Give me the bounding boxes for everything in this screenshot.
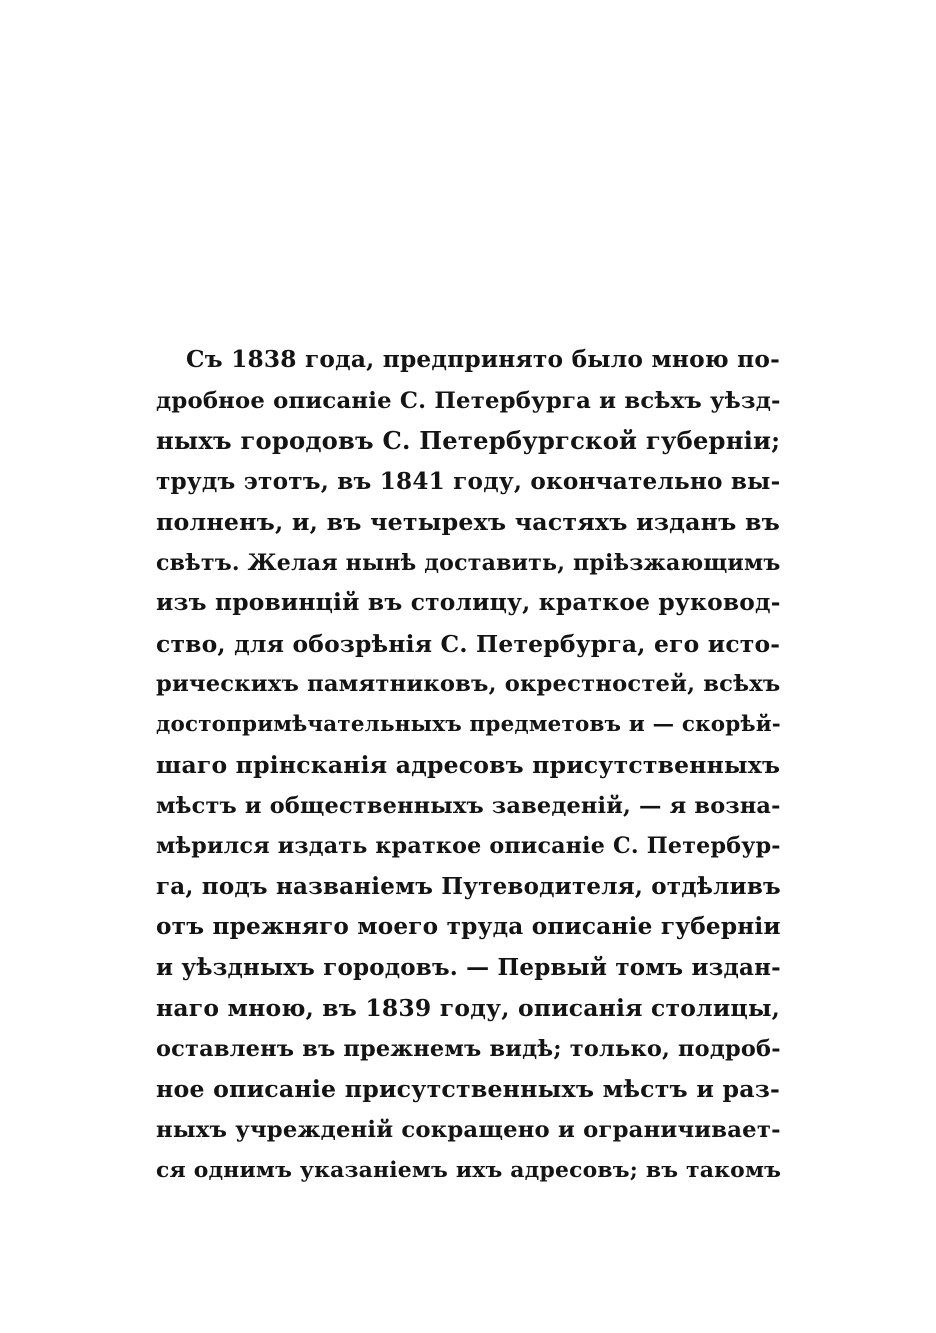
text-line: ство, для обозрѣнія С. Петербурга, его исто-: [156, 629, 781, 658]
text-line: рическихъ памятниковъ, окрестностей, всѣхъ: [156, 671, 781, 697]
text-line: ное описаніе присутственныхъ мѣстъ и раз-: [156, 1075, 780, 1103]
text-line: дробное описаніе С. Петербурга и всѣхъ уѣзд-: [156, 387, 781, 414]
text-line: шаго прінсканія адресовъ присутственныхъ: [156, 751, 781, 779]
text-line: свѣтъ. Желая нынѣ доставить, пріѣзжающимъ: [156, 549, 781, 576]
text-line: наго мною, въ 1839 году, описанія столицы,: [156, 994, 781, 1022]
text-line: трудъ этотъ, въ 1841 году, окончательно вы-: [156, 467, 781, 495]
text-line: га, подъ названіемъ Путеводителя, отдѣливъ: [156, 872, 781, 900]
text-line: достопримѣчательныхъ предметовъ и — скорѣй-: [156, 711, 781, 737]
text-line: отъ прежняго моего труда описаніе губерніи: [156, 913, 781, 940]
text-line: и уѣздныхъ городовъ. — Первый томъ издан-: [156, 953, 781, 981]
text-line: мѣстъ и общественныхъ заведеній, — я вознa-: [156, 792, 781, 819]
text-line: ныхъ учрежденій сокращено и ограничивает-: [156, 1116, 781, 1143]
text-line: полненъ, и, въ четырехъ частяхъ изданъ въ: [156, 508, 780, 536]
text-line: Съ 1838 года, предпринято было мною по-: [186, 346, 780, 373]
text-line: ся однимъ указаніемъ ихъ адресовъ; въ такомъ: [156, 1157, 782, 1183]
text-line: ныхъ городовъ С. Петербургской губерніи;: [156, 426, 781, 455]
body-text: [156, 340, 780, 1191]
text-line: мѣрился издать краткое описаніе С. Петербур-: [156, 833, 781, 859]
text-line: изъ провинцій въ столицу, краткое руковод-: [156, 589, 781, 616]
text-line: оставленъ въ прежнемъ видѣ; только, подроб-: [156, 1035, 781, 1062]
